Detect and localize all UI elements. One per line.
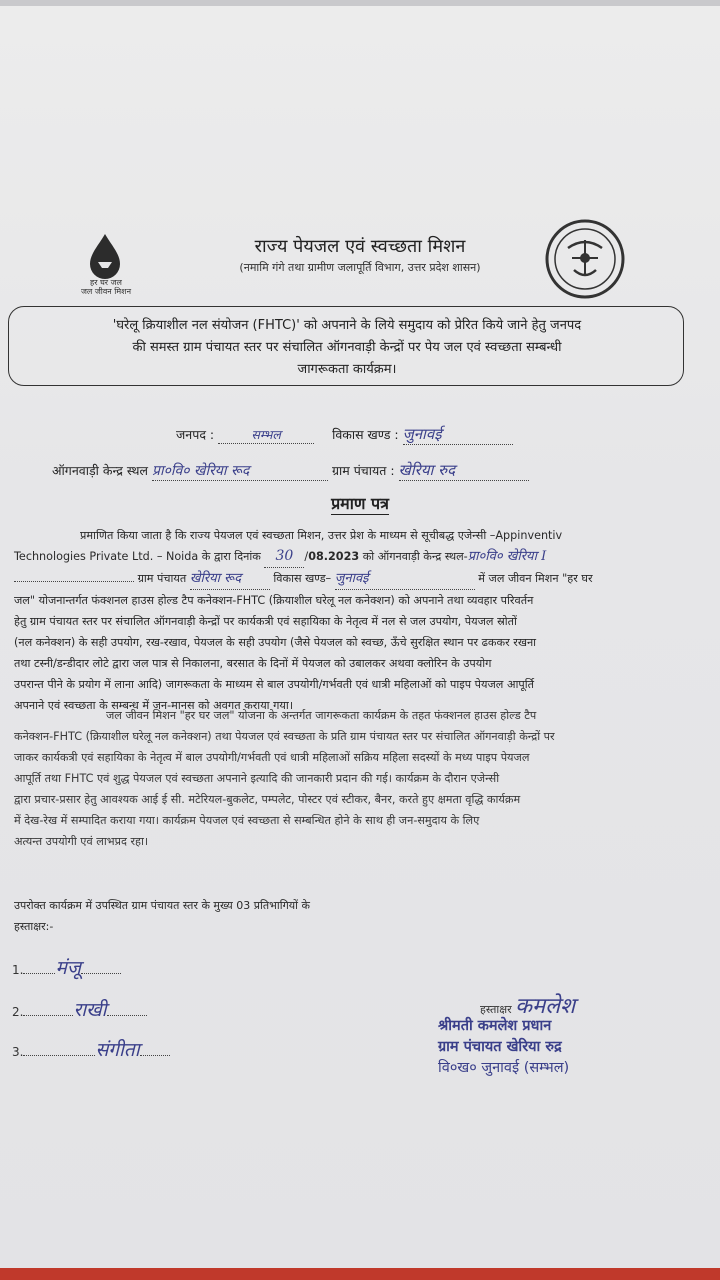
signatory-row: 2. राखी (12, 996, 147, 1022)
pradhan-stamp: श्रीमती कमलेश प्रधान ग्राम पंचायत खेरिया रुद्र वि०ख० जुनावई (सम्भल) (438, 1018, 570, 1076)
logo-left-caption: हर घर जल जल जीवन मिशन (80, 278, 132, 296)
signatory-row: 3. संगीता (12, 1036, 170, 1062)
anganwadi-row (52, 460, 529, 481)
signatory-list (12, 950, 272, 1070)
signatories-intro: उपरोक्त कार्यक्रम में उपस्थित ग्राम पंचायत स्तर के मुख्य 03 प्रतिभागियों के हस्ताक्षर:- (14, 899, 310, 933)
mission-subtitle: (नमामि गंगे तथा ग्रामीण जलापूर्ति विभाग, उत्तर प्रदेश शासन) (239, 261, 481, 274)
certificate-title: प्रमाण पत्र (331, 494, 389, 513)
anganwadi-label: ऑगनवाड़ी केन्द्र स्थल (52, 463, 148, 478)
vikas-khand-value: जुनावई (403, 424, 513, 445)
mission-title: राज्य पेयजल एवं स्वच्छता मिशन (254, 236, 466, 257)
gram-panchayat-value: खेरिया रुद (399, 460, 529, 481)
up-government-emblem (544, 218, 626, 300)
gram-panchayat-label: ग्राम पंचायत : (331, 463, 395, 478)
paper-top-edge (0, 0, 720, 6)
signatory-row: 1. मंजू (12, 954, 121, 980)
janpad-row (176, 424, 513, 445)
certificate-paragraph-1: प्रमाणित किया जाता है कि राज्य पेयजल एवं स्वच्छता मिशन, उत्तर प्रेश के माध्यम से सूचीबद्ध एजेन्सी –Appinventiv Technologies Private Ltd. – Noida के द्वारा दिनांक 30 /08.2023 को ऑगनवाड़ी केन्द्र स्थल-प्रा०वि० खेरिया I ग्राम पंचायत खेरिया रूद विकास खण्ड– जुनावई में जल जीवन मिशन "हर घर जल" योजनान्तर्गत फंक्शनल हाउस होल्ड टैप कनेक्शन-FHTC (क्रियाशील घरेलू नल कनेक्शन) को अपनाने तथा व्यवहार परिवर्तन हेतु ग्राम पंचायत स्तर पर संचालित ऑगनवाड़ी केन्द्रों पर कार्यकत्री एवं सहायिका के नेतृत्व में नल से जल उपयोग, पेयजल स्रोतों (नल कनेक्शन) के सही उपयोग, रख-रखाव, पेयजल के सही उपयोग (जैसे पेयजल को स्वच्छ, ऊँचे सुरक्षित स्थान पर ढककर रखना तथा टस्नी/डन्डीदार लोटे द्वारा जल पात्र से निकालना, बरसात के दिनों में पेयजल को उबालकर अथवा क्लोरिन के उपयोग उपरान्त पीने के प्रयोग में लाना आदि) जागरूकता के माध्यम से बाल उपयोगी/गर्भवती एवं धात्री महिलाओं को पाइप पेयजल आपूर्ति अपनाने एवं स्वच्छता के सम्बन्ध में जन-मानस को अवगत कराया गया। (14, 529, 593, 712)
janpad-label: जनपद : (176, 427, 215, 442)
background-bottom-edge (0, 1268, 720, 1280)
certificate-paragraph-2: जल जीवन मिशन "हर घर जल" योजना के अन्तर्गत जागरूकता कार्यक्रम के तहत फंक्शनल हाउस होल्ड टैप कनेक्शन-FHTC (क्रियाशील घरेलू नल कनेक्शन) तथा पेयजल एवं स्वच्छता के प्रति ग्राम पंचायत स्तर पर संचालित ऑगनवाड़ी केन्द्रों पर जाकर कार्यकत्री एवं सहायिका के नेतृत्व में बाल उपयोगी/गर्भवती एवं धात्री महिलाओं सक्रिय महिला सदस्यों के मध्य पाइप पेयजल आपूर्ति तथा FHTC एवं शुद्ध पेयजल एवं स्वच्छता अपनाने इत्यादि की जानकारी प्रदान की गई। कार्यक्रम के दौरान एजेन्सी द्वारा प्रचार-प्रसार हेतु आवश्यक आई ई सी. मटेरियल-बुकलेट, पम्पलेट, पोस्टर एवं स्टीकर, बैनर, करते हुए क्षमता वृद्धि कार्यक्रम में देख-रेख में सम्पादित कराया गया। कार्यक्रम पेयजल एवं स्वच्छता से सम्बन्धित होने के साथ ही जन-समुदाय के लिए अत्यन्त उपयोगी एवं लाभप्रद रहा। (14, 709, 555, 848)
anganwadi-value: प्रा०वि० खेरिया रूद (152, 461, 328, 481)
program-title: 'घरेलू क्रियाशील नल संयोजन (FHTC)' को अपनाने के लिये समुदाय को प्रेरित किये जाने हेतु जनपद की समस्त ग्राम पंचायत स्तर पर संचालित ऑगनवाड़ी केन्द्रों पर पेय जल एवं स्वच्छता सम्बन्धी जागरूकता कार्यक्रम। (112, 318, 582, 377)
janpad-value: सम्भल (218, 426, 314, 444)
vikas-khand-label: विकास खण्ड : (332, 427, 399, 442)
pradhan-signature: हस्ताक्षर कमलेश (480, 994, 576, 1019)
